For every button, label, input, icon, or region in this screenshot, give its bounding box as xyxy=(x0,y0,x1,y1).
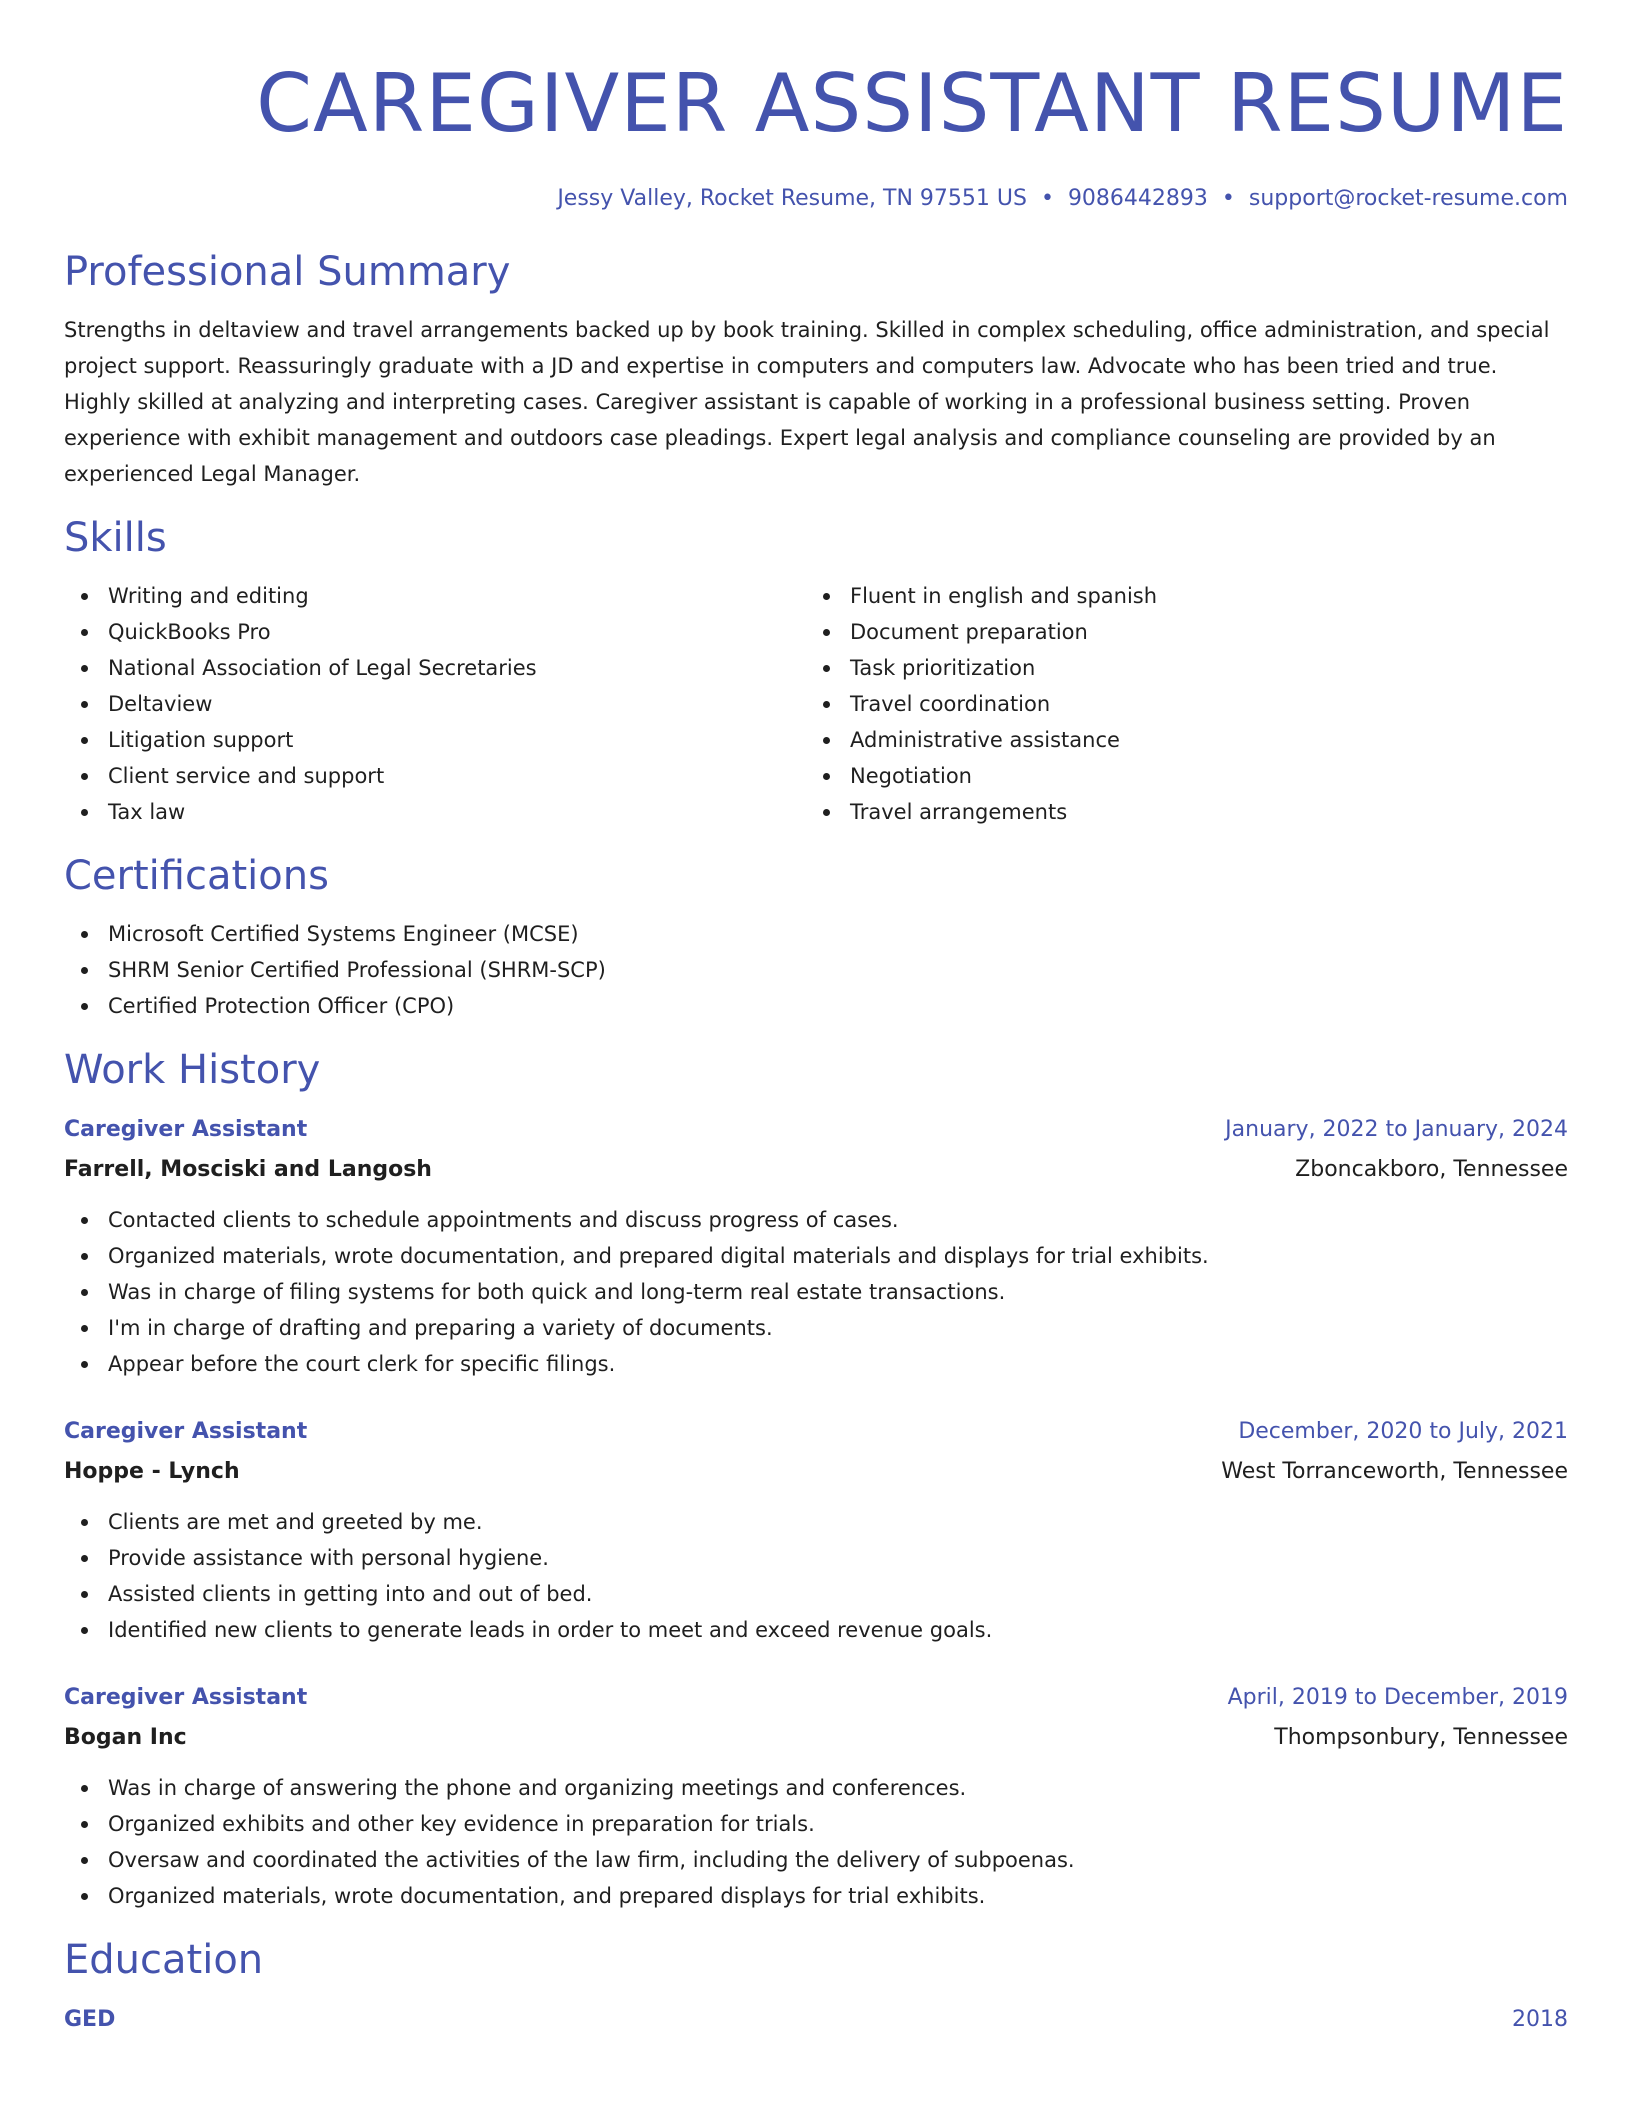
skills-list-left xyxy=(64,578,806,830)
skill-item: Tax law xyxy=(64,794,806,830)
job-dates: January, 2022 to January, 2024 xyxy=(1225,1117,1568,1142)
job-duty-item: Clients are met and greeted by me. xyxy=(64,1504,1568,1540)
contact-line xyxy=(64,184,1568,214)
contact-address: Jessy Valley, Rocket Resume, TN 97551 US xyxy=(557,186,1027,211)
job-location: Zboncakboro, Tennessee xyxy=(1295,1157,1568,1182)
certifications-list xyxy=(64,916,1568,1024)
resume-title: CAREGIVER ASSISTANT RESUME xyxy=(256,57,1568,150)
job-company-row xyxy=(64,1452,1568,1492)
job-duty-item: Identified new clients to generate leads in order to meet and exceed revenue goals. xyxy=(64,1612,1568,1648)
skill-item: Travel coordination xyxy=(806,686,1548,722)
job-company: Farrell, Mosciski and Langosh xyxy=(64,1157,432,1182)
certification-item: Certified Protection Officer (CPO) xyxy=(64,988,1568,1024)
certification-item: SHRM Senior Certified Professional (SHRM-SCP) xyxy=(64,952,1568,988)
job-location: Thompsonbury, Tennessee xyxy=(1274,1725,1568,1750)
job-title: Caregiver Assistant xyxy=(64,1685,308,1710)
job-header-row xyxy=(64,1678,1568,1718)
job-duties xyxy=(64,1770,1568,1914)
job-duty-item: I'm in charge of drafting and preparing a variety of documents. xyxy=(64,1310,1568,1346)
job-company-row xyxy=(64,1718,1568,1758)
job-duty-item: Contacted clients to schedule appointments and discuss progress of cases. xyxy=(64,1202,1568,1238)
skill-item: Negotiation xyxy=(806,758,1548,794)
job-entry xyxy=(64,1412,1568,1648)
skill-item: Writing and editing xyxy=(64,578,806,614)
contact-email: support@rocket-resume.com xyxy=(1248,186,1568,211)
education-heading: Education xyxy=(64,1937,264,1983)
job-duty-item: Was in charge of answering the phone and organizing meetings and conferences. xyxy=(64,1770,1568,1806)
job-duty-item: Assisted clients in getting into and out of bed. xyxy=(64,1576,1568,1612)
job-company: Bogan Inc xyxy=(64,1725,187,1750)
job-duty-item: Provide assistance with personal hygiene. xyxy=(64,1540,1568,1576)
job-dates: April, 2019 to December, 2019 xyxy=(1227,1685,1568,1710)
skill-item: Deltaview xyxy=(64,686,806,722)
job-duty-item: Appear before the court clerk for specific filings. xyxy=(64,1346,1568,1382)
job-header-row xyxy=(64,1412,1568,1452)
skill-item: Administrative assistance xyxy=(806,722,1548,758)
job-title: Caregiver Assistant xyxy=(64,1419,308,1444)
summary-heading: Professional Summary xyxy=(64,249,511,295)
education-row xyxy=(64,2000,1568,2040)
job-duty-item: Was in charge of filing systems for both quick and long-term real estate transactions. xyxy=(64,1274,1568,1310)
skill-item: Document preparation xyxy=(806,614,1548,650)
certifications-heading: Certifications xyxy=(64,853,329,899)
job-title: Caregiver Assistant xyxy=(64,1117,308,1142)
contact-separator: • xyxy=(1221,186,1235,211)
job-duty-item: Organized materials, wrote documentation, and prepared displays for trial exhibits. xyxy=(64,1878,1568,1914)
skill-item: Fluent in english and spanish xyxy=(806,578,1548,614)
job-header-row xyxy=(64,1110,1568,1150)
job-company: Hoppe - Lynch xyxy=(64,1459,240,1484)
job-duty-item: Oversaw and coordinated the activities of the law firm, including the delivery of subpoenas. xyxy=(64,1842,1568,1878)
contact-separator: • xyxy=(1040,186,1054,211)
resume-page xyxy=(64,0,1568,2112)
skills-columns xyxy=(64,578,1568,830)
job-dates: December, 2020 to July, 2021 xyxy=(1238,1419,1568,1444)
skills-heading: Skills xyxy=(64,515,167,561)
job-duties xyxy=(64,1202,1568,1382)
work-history-heading: Work History xyxy=(64,1047,321,1093)
job-location: West Torranceworth, Tennessee xyxy=(1221,1459,1568,1484)
skill-item: Client service and support xyxy=(64,758,806,794)
skill-item: Task prioritization xyxy=(806,650,1548,686)
skill-item: Litigation support xyxy=(64,722,806,758)
certification-item: Microsoft Certified Systems Engineer (MCSE) xyxy=(64,916,1568,952)
education-year: 2018 xyxy=(1512,2007,1568,2032)
job-duties xyxy=(64,1504,1568,1648)
skill-item: Travel arrangements xyxy=(806,794,1548,830)
education-degree: GED xyxy=(64,2007,116,2032)
job-company-row xyxy=(64,1150,1568,1190)
skills-list-right xyxy=(806,578,1548,830)
job-entry xyxy=(64,1678,1568,1914)
summary-text: Strengths in deltaview and travel arrangements backed up by book training. Skilled in complex scheduling, office administration, and special project support. Reassuringly graduate with a JD and expertise in computers and computers law. Advocate who has been tried and true. Highly skilled at analyzing and interpreting cases. Caregiver assistant is capable of working in a professional business setting. Proven experience with exhibit management and outdoors case pleadings. Expert legal analysis and compliance counseling are provided by an experienced Legal Manager. xyxy=(64,318,1550,486)
contact-phone: 9086442893 xyxy=(1067,186,1208,211)
job-duty-item: Organized materials, wrote documentation, and prepared digital materials and displays for trial exhibits. xyxy=(64,1238,1568,1274)
job-entry xyxy=(64,1110,1568,1382)
skill-item: QuickBooks Pro xyxy=(64,614,806,650)
job-duty-item: Organized exhibits and other key evidence in preparation for trials. xyxy=(64,1806,1568,1842)
skill-item: National Association of Legal Secretaries xyxy=(64,650,806,686)
